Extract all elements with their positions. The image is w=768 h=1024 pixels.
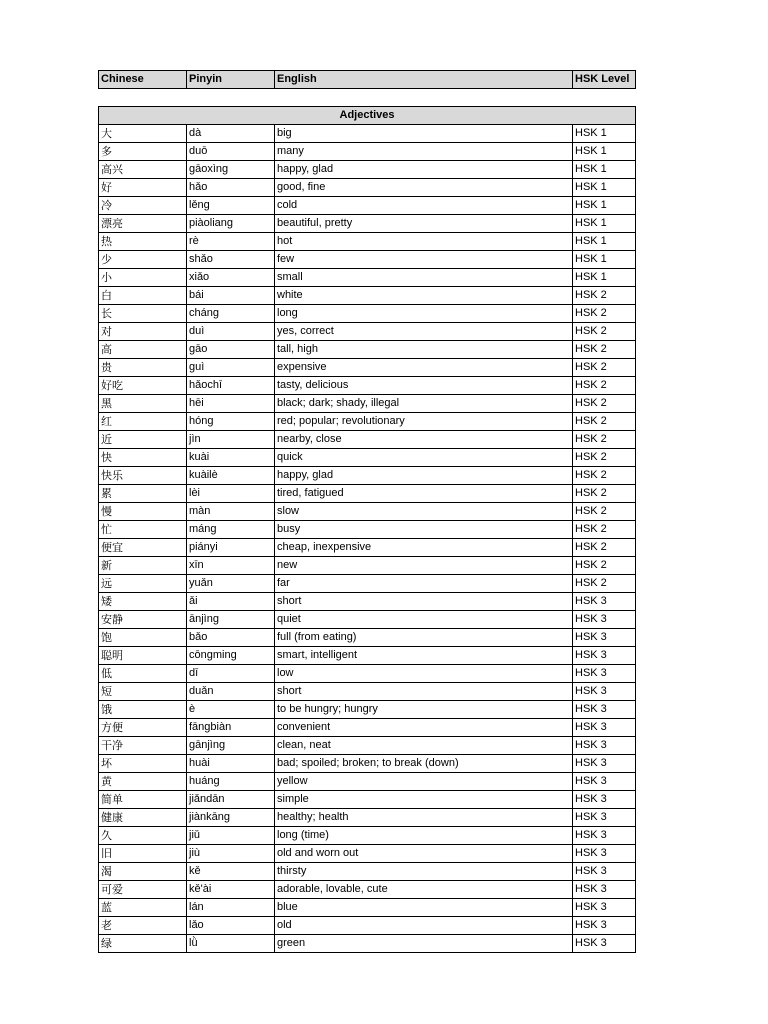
cell-chinese: 远 xyxy=(99,575,187,593)
cell-pinyin: cōngming xyxy=(187,647,275,665)
cell-pinyin: ǎi xyxy=(187,593,275,611)
table-row xyxy=(99,593,636,611)
table-row xyxy=(99,251,636,269)
table-row xyxy=(99,845,636,863)
table-row xyxy=(99,557,636,575)
cell-english: yellow xyxy=(275,773,573,791)
cell-hsk-level: HSK 1 xyxy=(573,251,636,269)
cell-english: old and worn out xyxy=(275,845,573,863)
cell-english: quiet xyxy=(275,611,573,629)
cell-pinyin: kuài xyxy=(187,449,275,467)
cell-english: simple xyxy=(275,791,573,809)
cell-chinese: 蓝 xyxy=(99,899,187,917)
cell-pinyin: bái xyxy=(187,287,275,305)
cell-hsk-level: HSK 3 xyxy=(573,899,636,917)
table-row xyxy=(99,629,636,647)
cell-hsk-level: HSK 3 xyxy=(573,917,636,935)
cell-chinese: 低 xyxy=(99,665,187,683)
cell-hsk-level: HSK 2 xyxy=(573,521,636,539)
cell-english: happy, glad xyxy=(275,161,573,179)
cell-english: slow xyxy=(275,503,573,521)
cell-hsk-level: HSK 1 xyxy=(573,233,636,251)
table-row xyxy=(99,611,636,629)
cell-english: short xyxy=(275,593,573,611)
cell-english: black; dark; shady, illegal xyxy=(275,395,573,413)
cell-pinyin: bǎo xyxy=(187,629,275,647)
cell-pinyin: màn xyxy=(187,503,275,521)
cell-hsk-level: HSK 3 xyxy=(573,593,636,611)
column-header-row xyxy=(99,71,636,89)
cell-english: tall, high xyxy=(275,341,573,359)
cell-hsk-level: HSK 2 xyxy=(573,395,636,413)
cell-chinese: 便宜 xyxy=(99,539,187,557)
table-row xyxy=(99,359,636,377)
cell-chinese: 近 xyxy=(99,431,187,449)
cell-pinyin: gānjìng xyxy=(187,737,275,755)
cell-english: yes, correct xyxy=(275,323,573,341)
cell-hsk-level: HSK 3 xyxy=(573,683,636,701)
cell-hsk-level: HSK 1 xyxy=(573,179,636,197)
header-hsk-level: HSK Level xyxy=(573,71,636,89)
cell-english: long (time) xyxy=(275,827,573,845)
table-row xyxy=(99,431,636,449)
cell-english: far xyxy=(275,575,573,593)
cell-pinyin: gāoxìng xyxy=(187,161,275,179)
cell-hsk-level: HSK 3 xyxy=(573,809,636,827)
table-row xyxy=(99,701,636,719)
cell-chinese: 旧 xyxy=(99,845,187,863)
table-row xyxy=(99,791,636,809)
table-row xyxy=(99,341,636,359)
cell-english: green xyxy=(275,935,573,953)
cell-english: big xyxy=(275,125,573,143)
cell-pinyin: kuàilè xyxy=(187,467,275,485)
table-row xyxy=(99,575,636,593)
cell-chinese: 高 xyxy=(99,341,187,359)
cell-pinyin: hǎo xyxy=(187,179,275,197)
header-pinyin: Pinyin xyxy=(187,71,275,89)
cell-english: hot xyxy=(275,233,573,251)
cell-english: new xyxy=(275,557,573,575)
cell-chinese: 快乐 xyxy=(99,467,187,485)
cell-hsk-level: HSK 3 xyxy=(573,647,636,665)
cell-chinese: 新 xyxy=(99,557,187,575)
table-row xyxy=(99,449,636,467)
column-header-table xyxy=(98,70,636,89)
cell-english: many xyxy=(275,143,573,161)
table-row xyxy=(99,521,636,539)
cell-english: good, fine xyxy=(275,179,573,197)
cell-hsk-level: HSK 3 xyxy=(573,827,636,845)
cell-hsk-level: HSK 3 xyxy=(573,611,636,629)
cell-chinese: 矮 xyxy=(99,593,187,611)
cell-hsk-level: HSK 3 xyxy=(573,629,636,647)
cell-pinyin: huáng xyxy=(187,773,275,791)
cell-english: expensive xyxy=(275,359,573,377)
cell-chinese: 黄 xyxy=(99,773,187,791)
cell-chinese: 方便 xyxy=(99,719,187,737)
cell-chinese: 简单 xyxy=(99,791,187,809)
cell-pinyin: gāo xyxy=(187,341,275,359)
table-row xyxy=(99,827,636,845)
cell-pinyin: lán xyxy=(187,899,275,917)
cell-english: convenient xyxy=(275,719,573,737)
cell-hsk-level: HSK 2 xyxy=(573,287,636,305)
cell-english: clean, neat xyxy=(275,737,573,755)
cell-english: quick xyxy=(275,449,573,467)
cell-hsk-level: HSK 2 xyxy=(573,341,636,359)
cell-hsk-level: HSK 2 xyxy=(573,557,636,575)
cell-pinyin: piàoliang xyxy=(187,215,275,233)
cell-pinyin: shǎo xyxy=(187,251,275,269)
cell-chinese: 对 xyxy=(99,323,187,341)
cell-chinese: 高兴 xyxy=(99,161,187,179)
cell-chinese: 坏 xyxy=(99,755,187,773)
table-row xyxy=(99,503,636,521)
cell-chinese: 短 xyxy=(99,683,187,701)
cell-english: bad; spoiled; broken; to break (down) xyxy=(275,755,573,773)
cell-pinyin: è xyxy=(187,701,275,719)
cell-pinyin: jiànkāng xyxy=(187,809,275,827)
cell-hsk-level: HSK 1 xyxy=(573,269,636,287)
table-row xyxy=(99,917,636,935)
cell-chinese: 白 xyxy=(99,287,187,305)
cell-english: white xyxy=(275,287,573,305)
cell-chinese: 小 xyxy=(99,269,187,287)
cell-pinyin: xīn xyxy=(187,557,275,575)
cell-english: cheap, inexpensive xyxy=(275,539,573,557)
table-row xyxy=(99,899,636,917)
table-row xyxy=(99,215,636,233)
table-row xyxy=(99,737,636,755)
cell-chinese: 饱 xyxy=(99,629,187,647)
cell-hsk-level: HSK 1 xyxy=(573,143,636,161)
table-row xyxy=(99,773,636,791)
cell-chinese: 大 xyxy=(99,125,187,143)
cell-pinyin: duō xyxy=(187,143,275,161)
cell-hsk-level: HSK 1 xyxy=(573,215,636,233)
cell-pinyin: cháng xyxy=(187,305,275,323)
cell-pinyin: lèi xyxy=(187,485,275,503)
table-row xyxy=(99,863,636,881)
table-row xyxy=(99,665,636,683)
cell-english: blue xyxy=(275,899,573,917)
cell-english: nearby, close xyxy=(275,431,573,449)
table-row xyxy=(99,179,636,197)
section-header-row xyxy=(99,107,636,125)
cell-chinese: 聪明 xyxy=(99,647,187,665)
cell-pinyin: duǎn xyxy=(187,683,275,701)
cell-chinese: 快 xyxy=(99,449,187,467)
cell-chinese: 安静 xyxy=(99,611,187,629)
cell-hsk-level: HSK 2 xyxy=(573,305,636,323)
cell-hsk-level: HSK 3 xyxy=(573,701,636,719)
cell-hsk-level: HSK 2 xyxy=(573,575,636,593)
cell-hsk-level: HSK 1 xyxy=(573,161,636,179)
table-row xyxy=(99,467,636,485)
cell-english: old xyxy=(275,917,573,935)
cell-hsk-level: HSK 3 xyxy=(573,737,636,755)
table-row xyxy=(99,935,636,953)
cell-english: tasty, delicious xyxy=(275,377,573,395)
cell-english: long xyxy=(275,305,573,323)
cell-pinyin: jìn xyxy=(187,431,275,449)
cell-chinese: 渴 xyxy=(99,863,187,881)
table-row xyxy=(99,539,636,557)
cell-chinese: 饿 xyxy=(99,701,187,719)
cell-english: red; popular; revolutionary xyxy=(275,413,573,431)
table-row xyxy=(99,377,636,395)
table-row xyxy=(99,395,636,413)
cell-chinese: 贵 xyxy=(99,359,187,377)
cell-hsk-level: HSK 2 xyxy=(573,431,636,449)
cell-english: full (from eating) xyxy=(275,629,573,647)
cell-pinyin: hēi xyxy=(187,395,275,413)
cell-english: thirsty xyxy=(275,863,573,881)
cell-hsk-level: HSK 3 xyxy=(573,719,636,737)
cell-pinyin: yuǎn xyxy=(187,575,275,593)
cell-hsk-level: HSK 2 xyxy=(573,449,636,467)
cell-hsk-level: HSK 2 xyxy=(573,503,636,521)
cell-pinyin: rè xyxy=(187,233,275,251)
cell-pinyin: duì xyxy=(187,323,275,341)
cell-english: happy, glad xyxy=(275,467,573,485)
header-chinese: Chinese xyxy=(99,71,187,89)
cell-chinese: 少 xyxy=(99,251,187,269)
header-english: English xyxy=(275,71,573,89)
cell-chinese: 忙 xyxy=(99,521,187,539)
cell-english: to be hungry; hungry xyxy=(275,701,573,719)
cell-english: adorable, lovable, cute xyxy=(275,881,573,899)
cell-chinese: 绿 xyxy=(99,935,187,953)
cell-chinese: 可爱 xyxy=(99,881,187,899)
cell-english: smart, intelligent xyxy=(275,647,573,665)
cell-pinyin: máng xyxy=(187,521,275,539)
cell-chinese: 老 xyxy=(99,917,187,935)
cell-english: low xyxy=(275,665,573,683)
cell-hsk-level: HSK 2 xyxy=(573,485,636,503)
table-row xyxy=(99,809,636,827)
cell-hsk-level: HSK 2 xyxy=(573,413,636,431)
table-row xyxy=(99,269,636,287)
cell-pinyin: jiǎndān xyxy=(187,791,275,809)
cell-pinyin: lǎo xyxy=(187,917,275,935)
cell-pinyin: lǜ xyxy=(187,935,275,953)
table-row xyxy=(99,197,636,215)
cell-english: cold xyxy=(275,197,573,215)
table-row xyxy=(99,305,636,323)
cell-pinyin: xiǎo xyxy=(187,269,275,287)
cell-chinese: 红 xyxy=(99,413,187,431)
cell-hsk-level: HSK 3 xyxy=(573,791,636,809)
cell-chinese: 累 xyxy=(99,485,187,503)
table-row xyxy=(99,323,636,341)
cell-english: few xyxy=(275,251,573,269)
cell-hsk-level: HSK 2 xyxy=(573,377,636,395)
cell-hsk-level: HSK 3 xyxy=(573,935,636,953)
cell-chinese: 久 xyxy=(99,827,187,845)
cell-pinyin: dī xyxy=(187,665,275,683)
cell-english: short xyxy=(275,683,573,701)
vocabulary-table xyxy=(98,106,636,953)
cell-chinese: 健康 xyxy=(99,809,187,827)
cell-chinese: 慢 xyxy=(99,503,187,521)
cell-hsk-level: HSK 3 xyxy=(573,755,636,773)
cell-pinyin: ānjìng xyxy=(187,611,275,629)
table-row xyxy=(99,143,636,161)
cell-pinyin: jiù xyxy=(187,845,275,863)
table-row xyxy=(99,683,636,701)
cell-chinese: 干净 xyxy=(99,737,187,755)
cell-pinyin: piányi xyxy=(187,539,275,557)
table-row xyxy=(99,233,636,251)
cell-hsk-level: HSK 3 xyxy=(573,845,636,863)
vocabulary-table-body xyxy=(99,107,636,953)
table-row xyxy=(99,755,636,773)
cell-pinyin: huài xyxy=(187,755,275,773)
cell-hsk-level: HSK 3 xyxy=(573,881,636,899)
cell-pinyin: hǎochī xyxy=(187,377,275,395)
cell-pinyin: guì xyxy=(187,359,275,377)
cell-chinese: 多 xyxy=(99,143,187,161)
cell-hsk-level: HSK 2 xyxy=(573,359,636,377)
table-row xyxy=(99,413,636,431)
cell-english: small xyxy=(275,269,573,287)
cell-chinese: 冷 xyxy=(99,197,187,215)
cell-pinyin: kě xyxy=(187,863,275,881)
cell-hsk-level: HSK 2 xyxy=(573,323,636,341)
cell-chinese: 好 xyxy=(99,179,187,197)
table-row xyxy=(99,719,636,737)
cell-hsk-level: HSK 3 xyxy=(573,665,636,683)
cell-hsk-level: HSK 1 xyxy=(573,125,636,143)
cell-chinese: 好吃 xyxy=(99,377,187,395)
cell-english: healthy; health xyxy=(275,809,573,827)
cell-chinese: 黑 xyxy=(99,395,187,413)
cell-pinyin: kě'ài xyxy=(187,881,275,899)
table-row xyxy=(99,647,636,665)
cell-hsk-level: HSK 3 xyxy=(573,863,636,881)
cell-pinyin: fāngbiàn xyxy=(187,719,275,737)
table-row xyxy=(99,125,636,143)
table-row xyxy=(99,287,636,305)
cell-english: tired, fatigued xyxy=(275,485,573,503)
cell-chinese: 热 xyxy=(99,233,187,251)
cell-hsk-level: HSK 2 xyxy=(573,539,636,557)
cell-pinyin: lěng xyxy=(187,197,275,215)
cell-hsk-level: HSK 1 xyxy=(573,197,636,215)
cell-pinyin: dà xyxy=(187,125,275,143)
cell-english: beautiful, pretty xyxy=(275,215,573,233)
cell-hsk-level: HSK 2 xyxy=(573,467,636,485)
cell-pinyin: hóng xyxy=(187,413,275,431)
table-row xyxy=(99,161,636,179)
table-row xyxy=(99,485,636,503)
cell-chinese: 漂亮 xyxy=(99,215,187,233)
cell-hsk-level: HSK 3 xyxy=(573,773,636,791)
cell-pinyin: jiǔ xyxy=(187,827,275,845)
table-row xyxy=(99,881,636,899)
section-title-adjectives: Adjectives xyxy=(99,107,636,125)
cell-chinese: 长 xyxy=(99,305,187,323)
cell-english: busy xyxy=(275,521,573,539)
